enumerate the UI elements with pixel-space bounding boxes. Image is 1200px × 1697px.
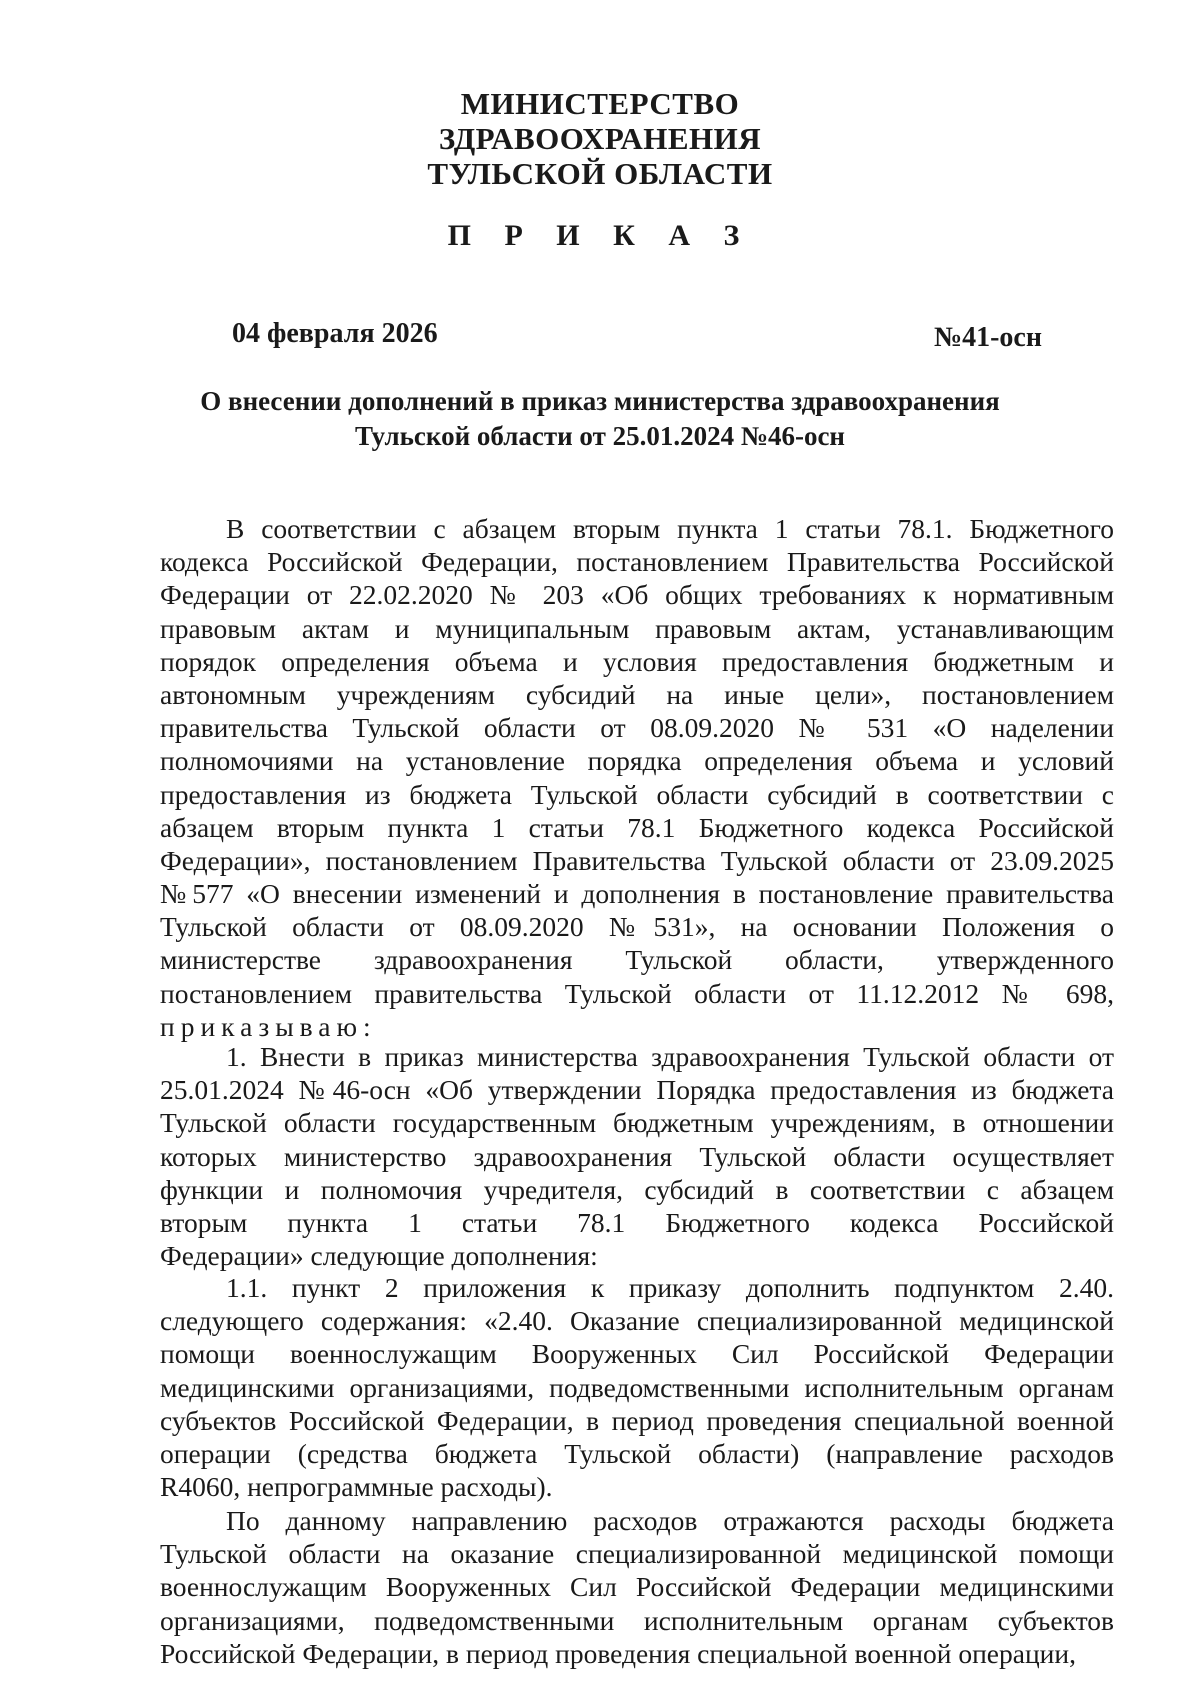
- text-line: абзацем вторым пункта 1 статьи 78.1 Бюджетного кодекса Российской: [160, 811, 1114, 843]
- text-line: организациями, подведомственными исполнительным органам субъектов: [160, 1604, 1114, 1636]
- text-line: вторым пункта 1 статьи 78.1 Бюджетного кодекса Российской: [160, 1206, 1114, 1238]
- text-line: Федерации от 22.02.2020 № 203 «Об общих требованиях к нормативным: [160, 579, 1114, 611]
- text-line: В соответствии с абзацем вторым пункта 1 статьи 78.1. Бюджетного: [226, 513, 1114, 544]
- text-line: Тульской области на оказание специализированной медицинской помощи: [160, 1538, 1114, 1570]
- ministry-line-1: МИНИСТЕРСТВО: [460, 86, 740, 121]
- order-date: 04 февраля 2026: [232, 318, 438, 349]
- text-line: правительства Тульской области от 08.09.2020 № 531 «О наделении: [160, 712, 1114, 744]
- text-line: функции и полномочия учредителя, субсидий в соответствии с абзацем: [160, 1173, 1114, 1205]
- text-line: R4060, непрограммные расходы).: [160, 1471, 553, 1503]
- text-line: 1. Внести в приказ министерства здравоохранения Тульской области от: [226, 1041, 1114, 1072]
- text-line: субъектов Российской Федерации, в период проведения специальной военной: [160, 1404, 1114, 1436]
- ministry-name: [0, 86, 1200, 191]
- text-line: Федерации», постановлением Правительства Тульской области от 23.09.2025: [160, 844, 1114, 876]
- order-number: №41-осн: [933, 322, 1042, 353]
- text-line: предоставления из бюджета Тульской области субсидий в соответствии с: [160, 778, 1114, 810]
- text-line: следующего содержания: «2.40. Оказание специализированной медицинской: [160, 1305, 1114, 1337]
- subject-line-2: Тульской области от 25.01.2024 №46-осн: [354, 421, 845, 451]
- document-type-title: П Р И К А З: [447, 219, 753, 252]
- ministry-line-2: ЗДРАВООХРАНЕНИЯ: [438, 121, 762, 156]
- text-line: Российской Федерации, в период проведения специальной военной операции,: [160, 1637, 1076, 1669]
- text-line: помощи военнослужащим Вооруженных Сил Российской Федерации: [160, 1338, 1114, 1370]
- text-line: медицинскими организациями, подведомственными исполнительным органам: [160, 1371, 1114, 1403]
- text-line: которых министерство здравоохранения Тульской области осуществляет: [160, 1140, 1114, 1172]
- text-line: операции (средства бюджета Тульской области) (направление расходов: [160, 1437, 1114, 1469]
- text-line: 25.01.2024 №46-осн «Об утверждении Порядка предоставления из бюджета: [160, 1074, 1114, 1106]
- text-line: автономным учреждениям субсидий на иные цели», постановлением: [160, 678, 1114, 710]
- text-line: порядок определения объема и условия предоставления бюджетным и: [160, 645, 1114, 677]
- clause-1-1-paragraph: [160, 1271, 1114, 1503]
- text-line: приказываю:: [160, 1010, 377, 1042]
- order-subject: [0, 384, 1200, 454]
- text-line: Тульской области от 08.09.2020 №531», на основании Положения о: [160, 911, 1114, 943]
- text-line: Тульской области государственным бюджетным учреждениям, в отношении: [160, 1107, 1114, 1139]
- text-line: По данному направлению расходов отражаются расходы бюджета: [226, 1505, 1114, 1536]
- text-line: 1.1. пункт 2 приложения к приказу дополнить подпунктом 2.40.: [226, 1272, 1114, 1303]
- ministry-line-3: ТУЛЬСКОЙ ОБЛАСТИ: [427, 156, 773, 191]
- clause-1-paragraph: [160, 1040, 1114, 1272]
- text-line: кодекса Российской Федерации, постановлением Правительства Российской: [160, 546, 1114, 578]
- expense-description-paragraph: [160, 1504, 1114, 1670]
- text-line: военнослужащим Вооруженных Сил Российской Федерации медицинскими: [160, 1571, 1114, 1603]
- text-line: постановлением правительства Тульской области от 11.12.2012 № 698,: [160, 977, 1114, 1009]
- preamble-paragraph: [160, 512, 1114, 1043]
- text-line: правовым актам и муниципальным правовым актам, устанавливающим: [160, 612, 1114, 644]
- text-line: полномочиями на установление порядка определения объема и условий: [160, 745, 1114, 777]
- subject-line-1: О внесении дополнений в приказ министерства здравоохранения: [200, 386, 1000, 416]
- text-line: Федерации» следующие дополнения:: [160, 1240, 598, 1272]
- text-line: министерстве здравоохранения Тульской области, утвержденного: [160, 944, 1114, 976]
- text-line: №577 «О внесении изменений и дополнения в постановление правительства: [160, 878, 1114, 910]
